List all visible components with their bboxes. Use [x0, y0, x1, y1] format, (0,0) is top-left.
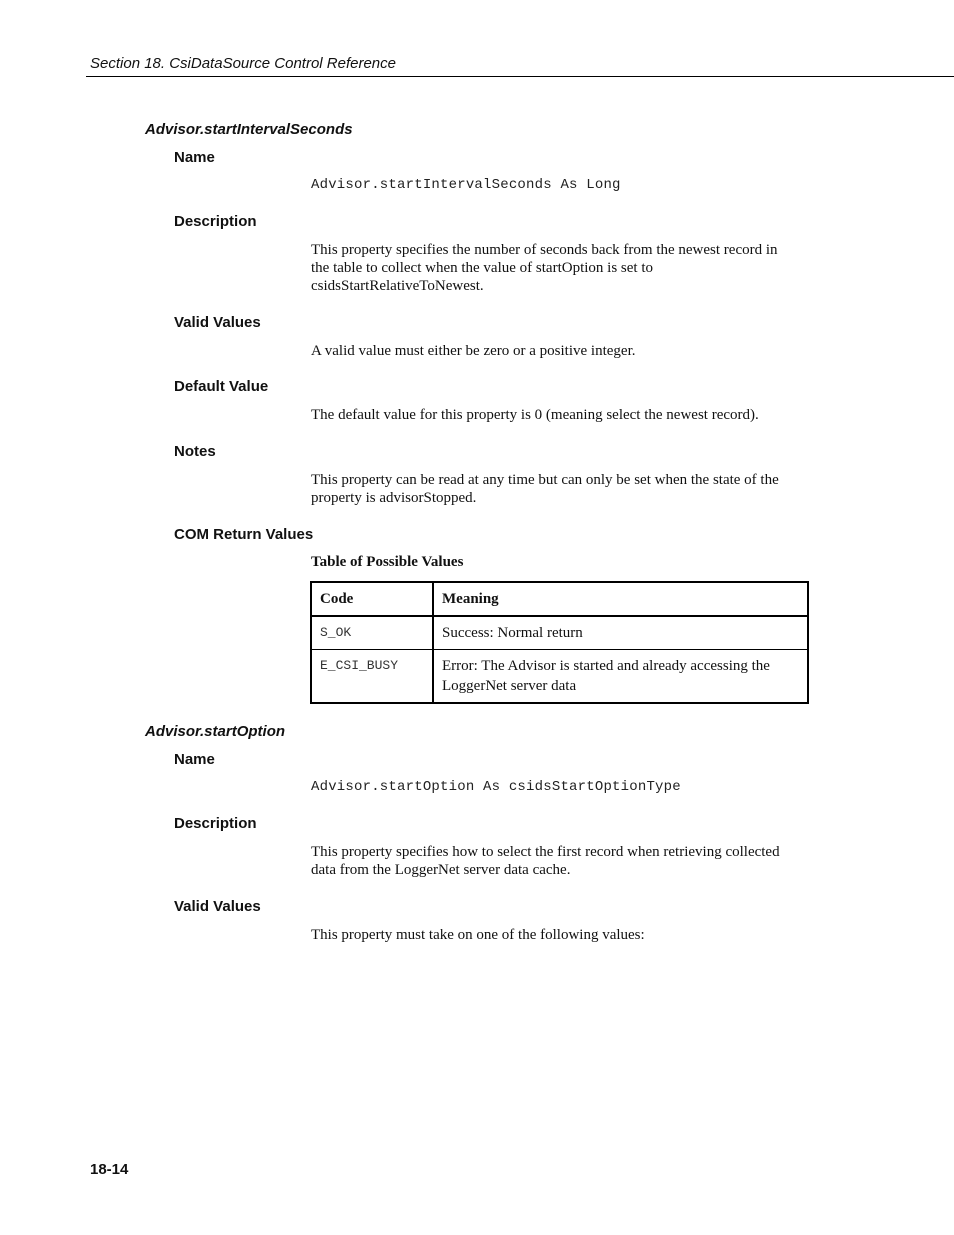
description-line: This property specifies how to select the first record when retrieving collected	[311, 844, 780, 860]
description-paragraph	[311, 843, 806, 879]
meaning-line: Success: Normal return	[442, 625, 583, 641]
meaning-cell	[433, 650, 808, 704]
description-paragraph	[311, 241, 806, 295]
description-line: csidsStartRelativeToNewest.	[311, 278, 484, 294]
notes-line: This property can be read at any time but can only be set when the state of the	[311, 472, 779, 488]
table-row	[311, 650, 808, 704]
name-heading: Name	[174, 149, 215, 166]
syntax-line: Advisor.startIntervalSeconds As Long	[311, 177, 621, 193]
column-header-code: Code	[311, 582, 433, 616]
table-row	[311, 616, 808, 650]
default-value-text: The default value for this property is 0 (meaning select the newest record).	[311, 407, 759, 423]
meaning-line: LoggerNet server data	[442, 678, 577, 694]
description-line: This property specifies the number of seconds back from the newest record in	[311, 242, 778, 258]
table-header-row	[311, 582, 808, 616]
notes-paragraph	[311, 471, 806, 507]
table-caption: Table of Possible Values	[311, 554, 464, 570]
page-number: 18-14	[90, 1161, 129, 1178]
com-return-values-heading: COM Return Values	[174, 526, 314, 543]
description-line: data from the LoggerNet server data cache.	[311, 862, 571, 878]
valid-values-text: This property must take on one of the following values:	[311, 927, 645, 943]
meaning-line: Error: The Advisor is started and already accessing the	[442, 658, 770, 674]
column-header-meaning: Meaning	[433, 582, 808, 616]
notes-line: property is advisorStopped.	[311, 490, 477, 506]
meaning-cell	[433, 616, 808, 650]
valid-values-heading: Valid Values	[174, 898, 261, 915]
notes-heading: Notes	[174, 443, 216, 460]
valid-values-heading: Valid Values	[174, 314, 261, 331]
name-heading: Name	[174, 751, 215, 768]
property-title-start-option: Advisor.startOption	[145, 723, 286, 740]
syntax-line: Advisor.startOption As csidsStartOptionType	[311, 779, 681, 795]
possible-values-table	[310, 581, 809, 704]
description-line: the table to collect when the value of startOption is set to	[311, 260, 653, 276]
default-value-heading: Default Value	[174, 378, 269, 395]
running-header: Section 18. CsiDataSource Control Reference	[90, 55, 396, 72]
code-cell: S_OK	[311, 616, 433, 650]
code-cell: E_CSI_BUSY	[311, 650, 433, 704]
property-title-start-interval-seconds: Advisor.startIntervalSeconds	[145, 121, 353, 138]
description-heading: Description	[174, 815, 257, 832]
header-rule	[86, 76, 954, 77]
valid-values-text: A valid value must either be zero or a positive integer.	[311, 343, 636, 359]
description-heading: Description	[174, 213, 257, 230]
